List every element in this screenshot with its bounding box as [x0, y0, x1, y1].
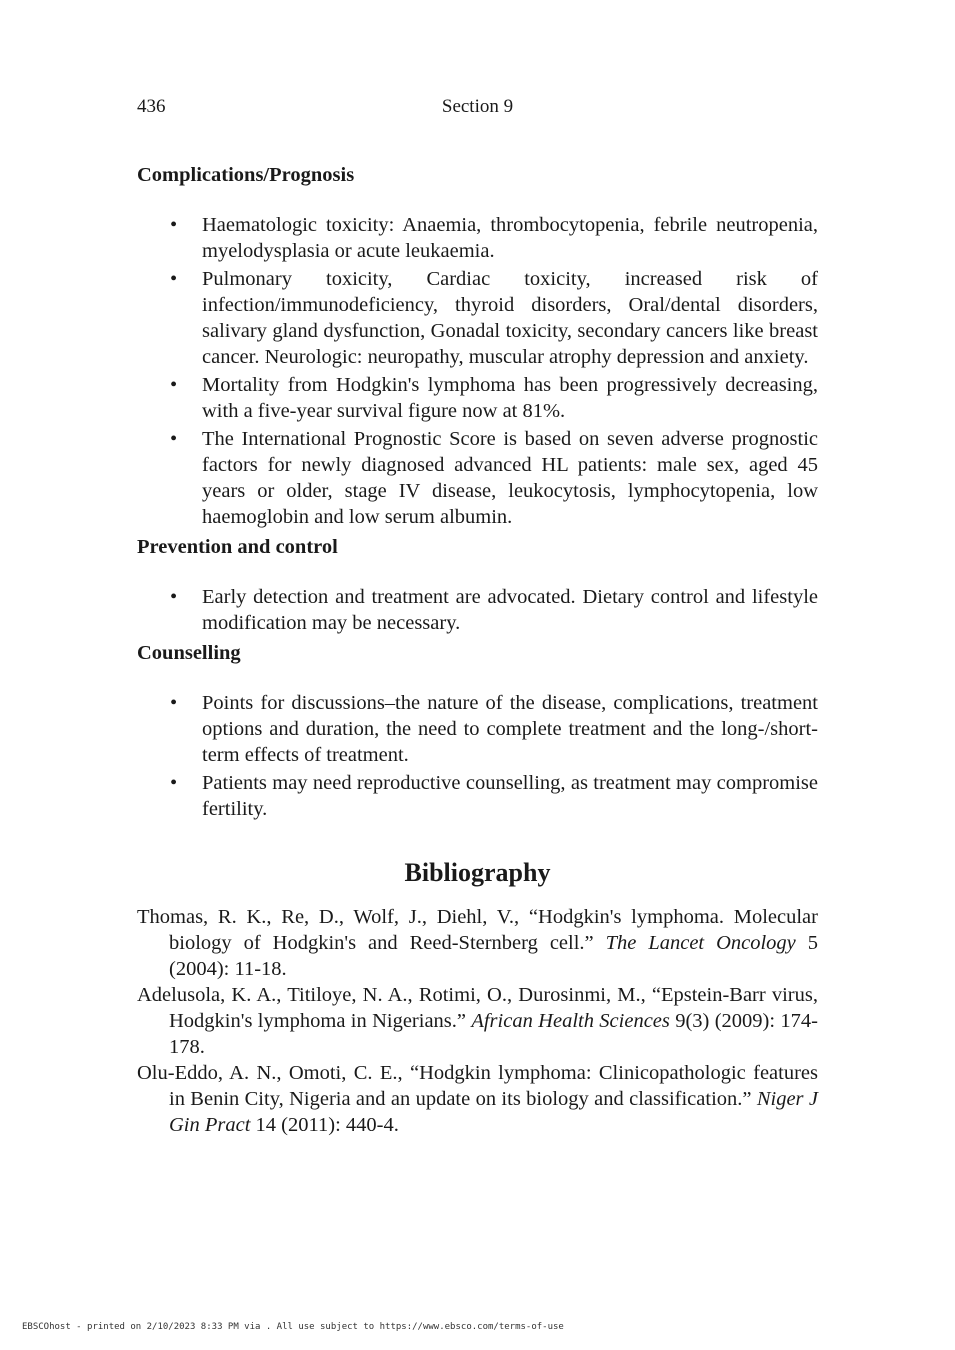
ref-volume-pages: 14 (2011): 440-4.: [250, 1114, 399, 1136]
bibliography-entry: [137, 1060, 818, 1138]
bullet-icon: •: [170, 772, 178, 794]
list-item: [137, 266, 818, 370]
bullet-icon: •: [170, 268, 178, 290]
bullet-icon: •: [170, 586, 178, 608]
ref-journal: The Lancet Oncology: [605, 932, 796, 954]
page-number: 436: [137, 96, 166, 117]
page-header: [137, 96, 818, 122]
ref-volume-pages: 5 (2004): 11-18.: [169, 932, 818, 980]
bullet-icon: •: [170, 428, 178, 450]
ref-journal: Niger J Gin Pract: [169, 1088, 818, 1136]
running-section-title: Section 9: [441, 96, 514, 117]
list-item: [137, 584, 818, 636]
list-item-text: Patients may need reproductive counselling, as treatment may compromise fertility.: [202, 772, 818, 820]
prevention-list: [137, 584, 818, 636]
bullet-icon: •: [170, 374, 178, 396]
counselling-list: [137, 690, 818, 822]
list-item: [137, 426, 818, 530]
ref-citation: Adelusola, K. A., Titiloye, N. A., Rotimi, O., Durosinmi, M., “Epstein-Barr virus, Hodgkin's lymphoma in Nigerians.”: [137, 984, 818, 1032]
list-item-text: Early detection and treatment are advocated. Dietary control and lifestyle modification may be necessary.: [202, 586, 818, 634]
bullet-icon: •: [170, 692, 178, 714]
list-item: [137, 372, 818, 424]
bibliography-entry: [137, 982, 818, 1060]
list-item-text: The International Prognostic Score is based on seven adverse prognostic factors for newly diagnosed advanced HL patients: male sex, aged 45 years or older, stage IV disease, leukocytosis, lymphocytopenia, low haemoglobin and low serum albumin.: [202, 428, 818, 528]
list-item-text: Haematologic toxicity: Anaemia, thrombocytopenia, febrile neutropenia, myelodysplasia or acute leukaemia.: [202, 214, 818, 262]
section-heading-complications: Complications/Prognosis: [137, 164, 355, 186]
ref-journal: African Health Sciences: [471, 1010, 670, 1032]
ref-volume-pages: 9(3) (2009): 174-178.: [169, 1010, 818, 1058]
list-item-text: Points for discussions–the nature of the disease, complications, treatment options and duration, the need to complete treatment and the long-/short-term effects of treatment.: [202, 692, 818, 766]
complications-list: [137, 212, 818, 530]
bibliography-list: [137, 904, 818, 1138]
list-item-text: Mortality from Hodgkin's lymphoma has been progressively decreasing, with a five-year survival figure now at 81%.: [202, 374, 818, 422]
section-heading-counselling: Counselling: [137, 642, 241, 664]
list-item: [137, 770, 818, 822]
page-body: [137, 160, 818, 1138]
bibliography-entry: [137, 904, 818, 982]
print-footer: EBSCOhost - printed on 2/10/2023 8:33 PM via . All use subject to https://www.ebsco.com/terms-of-use: [22, 1322, 564, 1332]
bibliography-title: Bibliography: [404, 858, 551, 887]
list-item: [137, 212, 818, 264]
ref-citation: Thomas, R. K., Re, D., Wolf, J., Diehl, V., “Hodgkin's lymphoma. Molecular biology of Hodgkin's and Reed-Sternberg cell.”: [137, 906, 818, 954]
list-item-text: Pulmonary toxicity, Cardiac toxicity, increased risk of infection/immunodeficiency, thyroid disorders, Oral/dental disorders, salivary gland dysfunction, Gonadal toxicity, secondary cancers like breast cancer. Neurologic: neuropathy, muscular atrophy depression and anxiety.: [202, 268, 818, 368]
list-item: [137, 690, 818, 768]
bullet-icon: •: [170, 214, 178, 236]
ref-citation: Olu-Eddo, A. N., Omoti, C. E., “Hodgkin lymphoma: Clinicopathologic features in Benin City, Nigeria and an update on its biology and classification.”: [137, 1062, 818, 1110]
section-heading-prevention: Prevention and control: [137, 536, 338, 558]
